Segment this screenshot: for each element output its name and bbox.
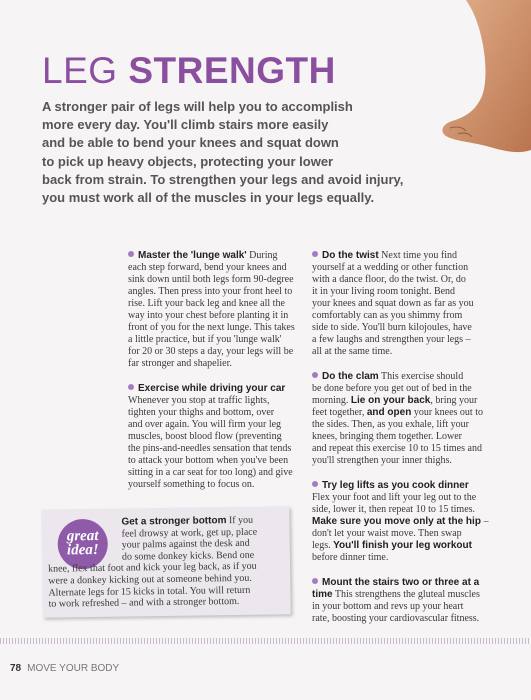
tip-emphasis: Lie on your back bbox=[350, 395, 431, 406]
tip-body-part: your knees out to the sides. Then, as you exhale, lift your knees, bringing them together. Lower and repeat this exercise 10 to 15 times and you'll strengthen your inner thighs. bbox=[312, 407, 483, 466]
title-word-1: LEG bbox=[42, 50, 118, 91]
tip-heading: Do the clam bbox=[322, 371, 379, 382]
intro-paragraph: A stronger pair of legs will help you to accomplish more every day. You'll climb stairs more easily and be able to bend your knees and squat down to pick up heavy objects, protecting your lower back from strain. To strengthen your legs and avoid injury, you must work all of the muscles in your legs equally. bbox=[42, 99, 404, 206]
right-column bbox=[312, 250, 498, 638]
tip-body-part: , bring your feet together, bbox=[312, 395, 478, 418]
tip-stairs bbox=[312, 577, 498, 625]
badge-spacer bbox=[48, 559, 122, 560]
tip-body-part: Flex your foot and lift your leg out to the side, lower it, then repeat 10 to 15 times. bbox=[312, 492, 477, 515]
great-idea-box bbox=[41, 506, 290, 617]
tip-heading: Try leg lifts as you cook dinner bbox=[322, 480, 469, 491]
tip-body: This strengthens the gluteal muscles in your bottom and revs up your heart rate, boosting your cardiovascular fitness. bbox=[312, 589, 480, 624]
tip-heading: Do the twist bbox=[322, 250, 379, 261]
tip-clam bbox=[312, 371, 498, 467]
great-idea-body: If you feel drowsy at work, get up, place your palms against the desk and do some donkey kicks. Bend one knee, flex that foot and kick your leg back, as if you were a donkey kicking out at someone behind you. Alternate legs for 15 kicks in total. You will return to work refreshed – and with a stronger bottom. bbox=[48, 514, 258, 610]
bullet-icon bbox=[312, 251, 318, 257]
great-idea-heading: Get a stronger bottom bbox=[121, 515, 227, 528]
tip-body: Whenever you stop at traffic lights, tighten your thighs and bottom, over and over again. You will firm your leg muscles, boost blood flow (preventing the pins-and-needles sensation that tends to attack your bottom when you've been sitting in a car seat for too long) and give yourself something to focus on. bbox=[128, 395, 293, 490]
bullet-icon bbox=[128, 384, 134, 390]
tip-emphasis: and open bbox=[366, 407, 412, 418]
tip-lunge-walk bbox=[128, 250, 314, 370]
section-name: MOVE YOUR BODY bbox=[27, 663, 120, 674]
bullet-icon bbox=[312, 481, 318, 487]
badge-line-2: idea! bbox=[66, 541, 99, 559]
badge-spacer bbox=[48, 536, 122, 537]
tip-body: During each step forward, bend your knees and sink down until both legs form 90-degree angles. Then press into your front heel to rise. Lift your back leg and knee all the way into your chest before planting it in front of you for the next lunge. This takes a little practice, but if you 'lunge walk' for 20 or 30 steps a day, your legs will be far stronger and shapelier. bbox=[128, 250, 295, 369]
tip-emphasis: You'll finish your leg workout bbox=[333, 540, 472, 551]
tip-driving bbox=[128, 383, 314, 491]
tip-heading: Mount the stairs two or three at a time bbox=[312, 577, 480, 600]
tip-twist bbox=[312, 250, 498, 358]
tip-leg-lifts bbox=[312, 480, 498, 564]
title-word-2: STRENGTH bbox=[128, 50, 336, 91]
great-idea-text bbox=[47, 514, 284, 610]
tip-body: Next time you find yourself at a wedding or other function with a dance floor, do the twist. Or, do it in your living room tonight. Bend your knees and squat down as far as you comfortably can as you shimmy from side to side. You'll burn kilojoules, have a few laughs and strengthen your legs – all at the same time. bbox=[312, 250, 474, 357]
tip-emphasis: Make sure you move only at the hip bbox=[312, 516, 481, 527]
badge-line-1: great bbox=[66, 527, 99, 545]
tip-body-part: This exercise should be done before you get out of bed in the morning. bbox=[312, 371, 472, 406]
page-number: 78 bbox=[10, 663, 22, 674]
bullet-icon bbox=[312, 578, 318, 584]
tip-heading: Exercise while driving your car bbox=[138, 383, 286, 394]
badge-spacer bbox=[48, 548, 122, 549]
tip-body-part: – don't let your waist move. Then swap legs. bbox=[312, 516, 489, 551]
tip-body-part: before dinner time. bbox=[312, 552, 389, 563]
tip-heading: Master the 'lunge walk' bbox=[138, 250, 247, 261]
foot-photo bbox=[406, 0, 531, 160]
page-footer bbox=[10, 663, 119, 674]
bullet-icon bbox=[312, 372, 318, 378]
page-title bbox=[42, 52, 336, 89]
left-column bbox=[128, 250, 314, 504]
badge-spacer bbox=[47, 525, 121, 526]
bullet-icon bbox=[128, 251, 134, 257]
footer-rule bbox=[0, 638, 531, 644]
